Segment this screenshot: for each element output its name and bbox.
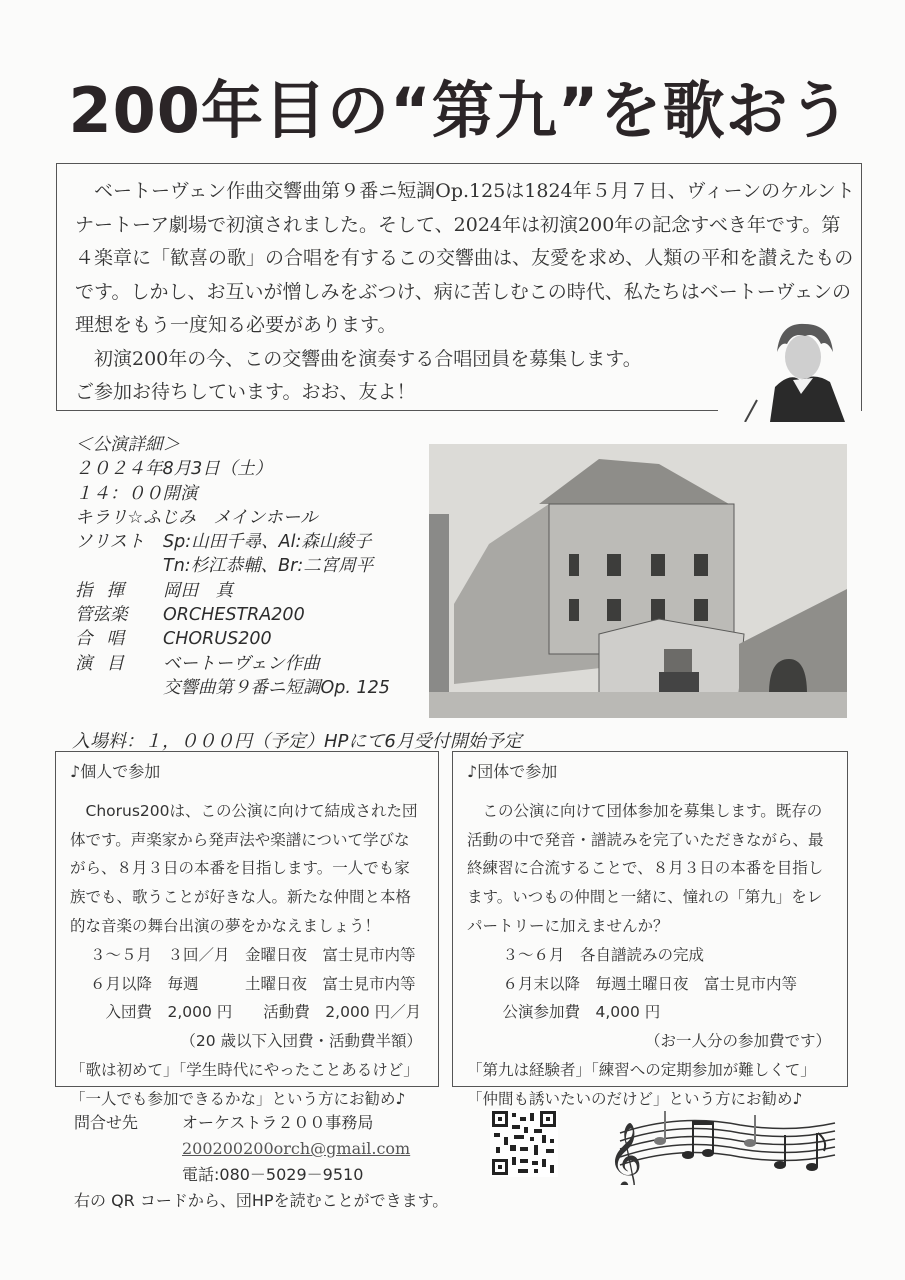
individual-body: Chorus200は、この公演に向けて結成された団体です。声楽家から発声法や楽譜について学びながら、８月３日の本番を目指します。一人でも家族でも、歌うことが好きな人。新たな仲間と本格的な音楽の舞台出演の夢をかなえましょう！ [70,801,418,935]
individual-participation-box [55,751,439,1108]
individual-note: （20 歳以下入団費・活動費半額） [180,1032,422,1051]
intro-paragraph-3: ご参加お待ちしています。おお、友よ！ [75,381,416,403]
group-schedule-1: ３～６月 各自譜読みの完成 [487,945,705,964]
program-line-2: 交響曲第９番ニ短調Op. 125 [163,677,390,698]
group-heading: ♪団体で参加 [467,762,558,781]
contact-label: 問合せ先 [74,1113,139,1132]
group-recommend-1: 「第九は経験者」「練習への定期参加が難しくて」 [467,1060,816,1079]
qr-code-icon[interactable] [490,1109,558,1177]
individual-recommend-2: 「一人でも参加できるかな」という方にお勧め♪ [70,1089,406,1108]
beethoven-portrait [735,312,865,422]
contact-office: オーケストラ２００事務局 [182,1113,374,1132]
individual-schedule-1: ３～５月 ３回／月 金曜日夜 富士見市内等 [90,945,416,964]
performance-date: ２０２４年8月3日（土） [75,459,273,480]
theater-engraving-image [429,444,847,718]
contact-email-link[interactable]: 200200200orch@gmail.com [182,1139,411,1158]
program-label: 演目 [75,653,138,674]
group-participation-box [452,751,848,1108]
individual-recommend-1: 「歌は初めて」「学生時代にやったことあるけど」 [70,1060,419,1079]
contact-section [74,1110,448,1214]
intro-paragraph-1: ベートーヴェン作曲交響曲第９番ニ短調Op.125は1824年５月７日、ヴィーンのケルントナートーア劇場で初演されました。そして、2024年は初演200年の記念すべき年です。第４楽章に「歓喜の歌」の合唱を有するこの交響曲は、友愛を求め、人類の平和を讃えたものです。しかし、お互いが憎しみをぶつけ、病に苦しむこの時代、私たちはベートーヴェンの理想をもう一度知る必要があります。 [75,180,855,336]
performance-venue: キラリ☆ふじみ メインホール [75,507,318,528]
chorus-label: 合唱 [75,629,138,650]
contact-phone: 電話:080－5029－9510 [182,1165,364,1184]
soloists-line-2: Tn:杉江恭輔、Br:二宮周平 [163,556,374,577]
performance-time: １４：００開演 [75,483,198,504]
group-recommend-2: 「仲間も誘いたいのだけど」という方にお勧め♪ [467,1089,803,1108]
soloists-label: ソリスト [75,532,145,553]
orchestra-label: 管弦楽 [75,605,128,626]
svg-text:𝄞: 𝄞 [608,1121,643,1185]
music-notes-illustration [600,1103,840,1185]
individual-schedule-3: 入団費 2,000 円 活動費 2,000 円／月 [90,1003,422,1022]
admission-fee: 入場料：１，０００円（予定）HPにて6月受付開始予定 [72,731,522,752]
details-heading: ＜公演詳細＞ [75,435,180,455]
soloists-line-1: Sp:山田千尋、Al:森山綾子 [163,532,372,553]
intro-paragraph-2: 初演200年の今、この交響曲を演奏する合唱団員を募集します。 [94,347,642,370]
group-body: この公演に向けて団体参加を募集します。既存の活動の中で発音・譜読みを完了いただきながら、最終練習に合流することで、８月３日の本番を目指します。いつもの仲間と一緒に、憧れの「第九」をレパートリーに加えませんか？ [467,801,824,935]
page-title: 200年目の“第九”を歌おう [68,74,852,147]
group-schedule-2: ６月末以降 毎週土曜日夜 富士見市内等 [487,974,798,993]
orchestra-value: ORCHESTRA200 [163,605,305,626]
intro-box-bottom-border [56,410,718,411]
chorus-value: CHORUS200 [163,629,272,650]
conductor-value: 岡田 真 [163,580,233,601]
individual-schedule-2: ６月以降 毎週 土曜日夜 富士見市内等 [90,974,416,993]
individual-heading: ♪個人で参加 [70,762,161,781]
group-note: （お一人分の参加費です） [644,1032,831,1051]
conductor-label: 指揮 [75,580,138,601]
program-line-1: ベートーヴェン作曲 [163,653,320,674]
group-schedule-3: 公演参加費 4,000 円 [487,1003,661,1022]
qr-note: 右の QR コードから、団HPを読むことができます。 [74,1191,449,1210]
